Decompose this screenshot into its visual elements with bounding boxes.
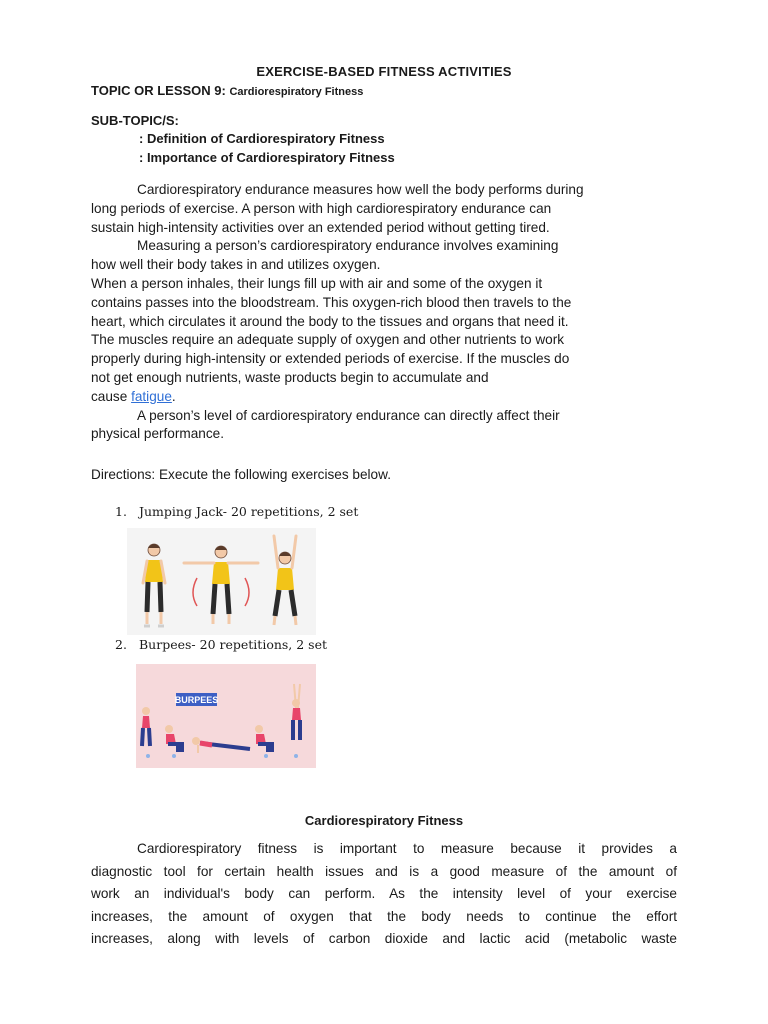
subtopic-importance: : Importance of Cardiorespiratory Fitness	[139, 150, 395, 165]
burpees-badge-label: BURPEES	[174, 695, 219, 705]
fitness-line: diagnostic tool for certain health issues and is a good measure of the amount of	[91, 863, 677, 879]
exercise-text: Burpees- 20 repetitions, 2 set	[139, 637, 328, 652]
body-line: When a person inhales, their lungs fill up with air and some of the oxygen it	[91, 275, 543, 291]
exercise-item-jumping-jack	[115, 504, 358, 519]
exercise-item-burpees	[115, 637, 327, 652]
lesson-name: Cardiorespiratory Fitness	[229, 86, 364, 98]
fitness-line: Cardiorespiratory fitness is important to measure because it provides a	[137, 841, 677, 856]
subtopics-heading: SUB-TOPIC/S:	[91, 113, 179, 128]
exercise-number: 2.	[115, 637, 127, 652]
figure-plank	[192, 737, 250, 753]
section-title: Cardiorespiratory Fitness	[304, 813, 464, 828]
jumping-jack-figures	[127, 528, 316, 635]
figure-arms-out	[184, 546, 258, 624]
figure-standing	[143, 544, 165, 626]
body-line: heart, which circulates it around the body to the tissues and organs that need it.	[91, 313, 569, 329]
body-line: not get enough nutrients, waste products begin to accumulate and	[91, 369, 489, 385]
body-line: long periods of exercise. A person with high cardiorespiratory endurance can	[91, 200, 552, 216]
floor-markers	[146, 754, 298, 758]
body-line: properly during high-intensity or extended periods of exercise. If the muscles do	[91, 351, 570, 367]
lesson-label: TOPIC OR LESSON 9:	[91, 83, 226, 98]
body-line: sustain high-intensity activities over an extended period without getting tired.	[91, 219, 550, 235]
figure-stand	[142, 707, 150, 746]
cause-prefix: cause	[91, 388, 132, 404]
fitness-paragraph	[91, 838, 677, 951]
fitness-line: increases, along with levels of carbon dioxide and lactic acid (metabolic waste	[91, 931, 677, 947]
burpees-figures	[136, 664, 316, 768]
figure-jump	[292, 684, 301, 740]
exercise-text: Jumping Jack- 20 repetitions, 2 set	[139, 504, 359, 519]
body-line: A person’s level of cardiorespiratory endurance can directly affect their	[137, 407, 560, 423]
exercise-number: 1.	[115, 504, 127, 519]
lesson-heading	[91, 83, 363, 98]
fitness-line: work an individual's body can perform. As the intensity level of your exercise	[91, 886, 677, 902]
figure-squat	[165, 725, 182, 752]
figure-arms-up	[274, 536, 296, 625]
fitness-line: increases, the amount of oxygen that the body needs to continue the effort	[91, 908, 677, 924]
fatigue-link[interactable]: fatigue	[131, 388, 172, 404]
jumping-jack-illustration	[127, 528, 316, 635]
burpees-illustration	[136, 664, 316, 768]
body-line: The muscles require an adequate supply of oxygen and other nutrients to work	[91, 332, 565, 348]
subtopic-definition: : Definition of Cardiorespiratory Fitness	[139, 131, 385, 146]
document-title: EXERCISE-BASED FITNESS ACTIVITIES	[256, 64, 512, 79]
figure-crouch	[255, 725, 272, 752]
body-line: physical performance.	[91, 426, 224, 442]
intro-paragraph	[91, 181, 691, 444]
cause-suffix: .	[171, 388, 176, 404]
body-line: Measuring a person’s cardiorespiratory endurance involves examining	[137, 238, 559, 254]
body-line: Cardiorespiratory endurance measures how well the body performs during	[137, 182, 584, 197]
body-line: contains passes into the bloodstream. This oxygen-rich blood then travels to the	[91, 294, 572, 310]
body-line: how well their body takes in and utilizes oxygen.	[91, 257, 381, 273]
directions-text: Directions: Execute the following exercises below.	[91, 467, 391, 482]
body-line-cause	[91, 388, 691, 407]
